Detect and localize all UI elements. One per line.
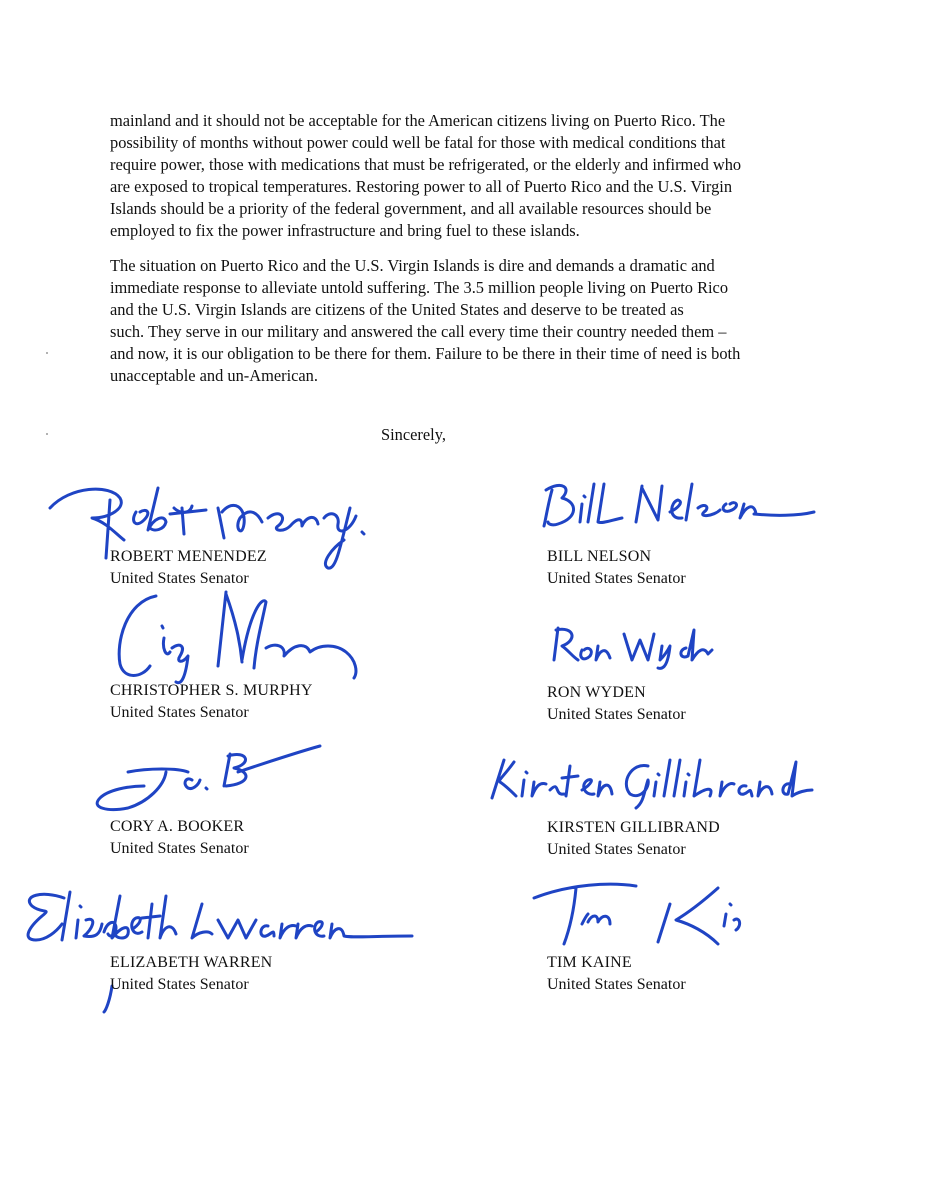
paragraph-line: Islands should be a priority of the federal government, and all available resources should be [110, 199, 712, 218]
signature-cory-a-booker [88, 742, 328, 822]
signature-elizabeth-warren [12, 876, 422, 1026]
scan-speck [46, 433, 48, 435]
signature-bill-nelson [538, 474, 818, 544]
signatory-block-cory-a-booker [110, 816, 440, 860]
paragraph-line: The situation on Puerto Rico and the U.S. Virgin Islands is dire and demands a dramatic and [110, 256, 715, 275]
signatory-block-bill-nelson [547, 546, 877, 590]
paragraph-line: such. They serve in our military and answered the call every time their country needed them – [110, 322, 727, 341]
signatory-title: United States Senator [110, 976, 249, 993]
paragraph-line: require power, those with medications that must be refrigerated, or the elderly and infirmed who [110, 155, 742, 174]
signature-tim-kaine [530, 874, 760, 954]
paragraph-line: mainland and it should not be acceptable for the American citizens living on Puerto Rico. The [110, 111, 726, 130]
signature-kirsten-gillibrand [484, 752, 824, 812]
signatory-block-christopher-s-murphy [110, 680, 440, 724]
signatory-title: United States Senator [110, 704, 249, 721]
signatory-block-kirsten-gillibrand [547, 817, 877, 861]
signatory-block-tim-kaine [547, 952, 877, 996]
closing-salutation: Sincerely, [381, 425, 446, 444]
signatory-name: CHRISTOPHER S. MURPHY [110, 682, 313, 699]
signature-christopher-s-murphy [106, 582, 366, 692]
paragraph-line: unacceptable and un-American. [110, 366, 318, 385]
signatory-name: RON WYDEN [547, 684, 646, 701]
signatory-title: United States Senator [110, 570, 249, 587]
signatory-title: United States Senator [547, 841, 686, 858]
signatory-name: ROBERT MENENDEZ [110, 548, 267, 565]
paragraph-line: immediate response to alleviate untold suffering. The 3.5 million people living on Puerto Rico [110, 278, 729, 297]
paragraph-line: and now, it is our obligation to be there for them. Failure to be there in their time of need is both [110, 344, 741, 363]
signatory-title: United States Senator [547, 976, 686, 993]
signatory-title: United States Senator [547, 706, 686, 723]
paragraph-line: are exposed to tropical temperatures. Restoring power to all of Puerto Rico and the U.S. Virgin [110, 177, 733, 196]
signatory-block-robert-menendez [110, 546, 440, 590]
signature-ron-wyden [548, 620, 718, 670]
scan-speck [46, 352, 48, 354]
paragraph-line: and the U.S. Virgin Islands are citizens of the United States and deserve to be treated as [110, 300, 684, 319]
signatory-name: CORY A. BOOKER [110, 818, 245, 835]
signatory-name: KIRSTEN GILLIBRAND [547, 819, 720, 836]
signatory-name: ELIZABETH WARREN [110, 954, 273, 971]
body-paragraph-1 [110, 110, 830, 242]
signatory-name: BILL NELSON [547, 548, 652, 565]
signatory-title: United States Senator [110, 840, 249, 857]
paragraph-line: employed to fix the power infrastructure and bring fuel to these islands. [110, 221, 580, 240]
body-paragraph-2 [110, 255, 830, 387]
signatory-title: United States Senator [547, 570, 686, 587]
signatory-name: TIM KAINE [547, 954, 632, 971]
signatory-block-ron-wyden [547, 682, 877, 726]
signatory-block-elizabeth-warren [110, 952, 440, 996]
paragraph-line: possibility of months without power could well be fatal for those with medical conditions that [110, 133, 726, 152]
